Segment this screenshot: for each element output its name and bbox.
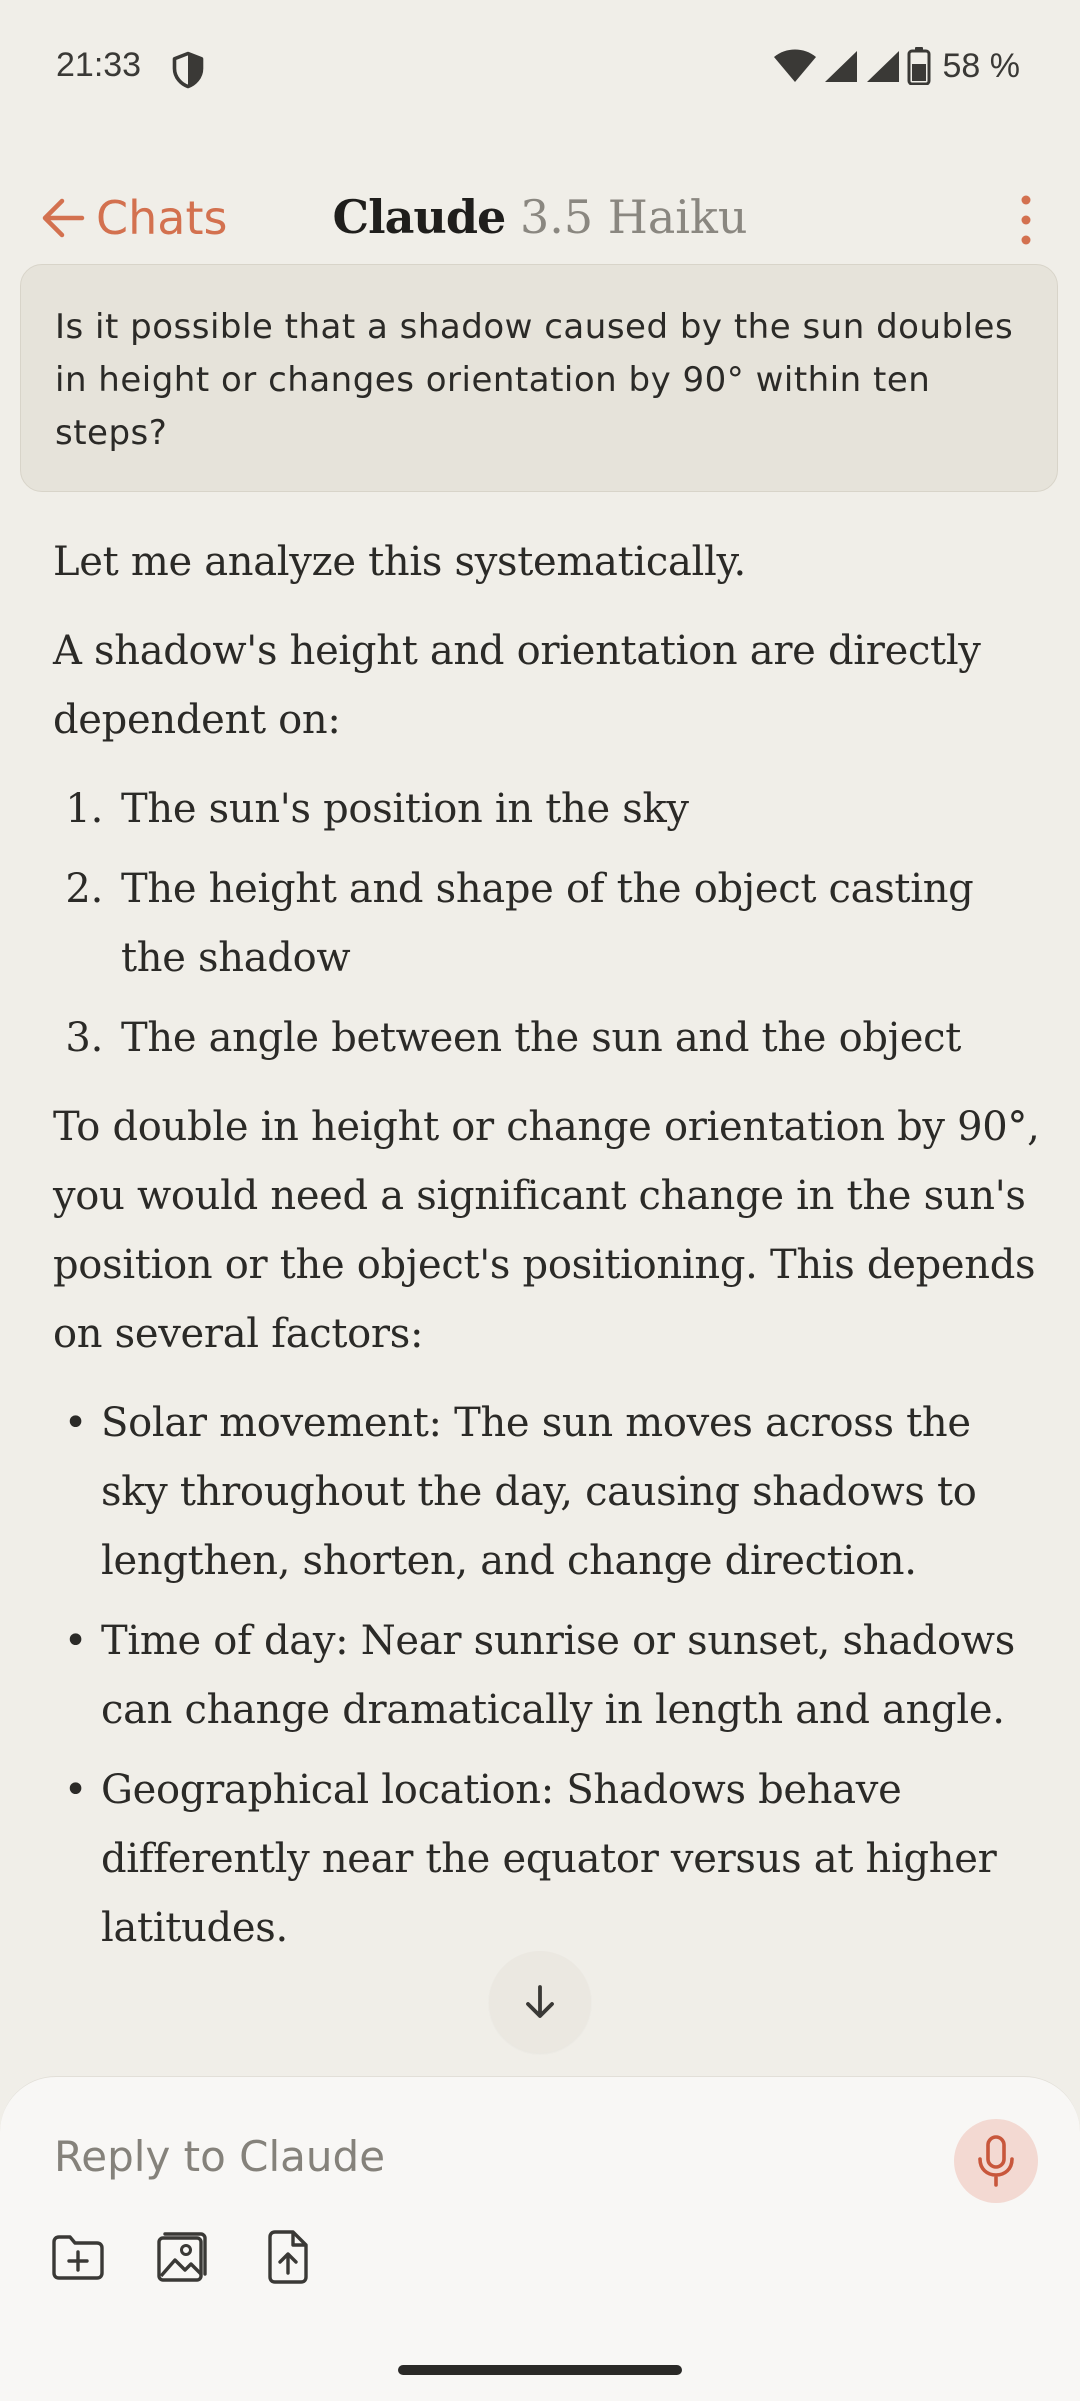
folder-add-icon: [50, 2232, 106, 2282]
bullet-marker: •: [63, 1400, 87, 1446]
assistant-response: [53, 528, 1043, 1983]
response-paragraph: To double in height or change orientation by 90°, you would need a significant change in the sun's position or the object's positioning. This depends on several factors:: [53, 1104, 1040, 1357]
image-icon: [155, 2230, 209, 2284]
response-dependency-intro: A shadow's height and orientation are directly dependent on:: [53, 628, 981, 743]
wifi-icon: [773, 49, 817, 83]
list-item: [53, 1389, 1043, 1596]
upload-file-button[interactable]: [258, 2227, 318, 2287]
model-brand: Claude: [332, 190, 506, 244]
bullet-marker: •: [63, 1767, 87, 1813]
user-message-text: Is it possible that a shadow caused by the sun doubles in height or changes orientation by 90° within ten steps?: [55, 307, 1014, 453]
file-upload-icon: [264, 2229, 312, 2285]
list-item: [53, 1607, 1043, 1745]
list-item-text: The sun's position in the sky: [121, 786, 689, 832]
list-item: [53, 1756, 1043, 1963]
bullet-list: [53, 1389, 1043, 1963]
model-name: 3.5 Haiku: [519, 190, 748, 244]
response-intro: Let me analyze this systematically.: [53, 539, 746, 585]
status-icons: [773, 44, 1021, 88]
signal-icon: [865, 49, 901, 83]
battery-percent: 58 %: [942, 46, 1020, 85]
list-number: 1.: [65, 786, 103, 832]
user-message-bubble[interactable]: [20, 264, 1058, 492]
composer: [0, 2076, 1080, 2401]
factor-list: [53, 775, 1043, 1073]
reply-input[interactable]: [54, 2121, 914, 2191]
status-bar: [0, 0, 1080, 130]
list-item-text: Geographical location: Shadows behave differently near the equator versus at higher latitudes.: [101, 1767, 997, 1951]
microphone-icon: [974, 2133, 1018, 2189]
chat-header: [0, 180, 1080, 260]
list-item: [53, 855, 1043, 993]
battery-icon: [907, 47, 931, 85]
list-item-text: Time of day: Near sunrise or sunset, shadows can change dramatically in length and angle.: [101, 1618, 1015, 1733]
model-title[interactable]: [0, 190, 1080, 244]
list-item: [53, 1004, 1043, 1073]
status-time: 21:33: [56, 46, 142, 84]
bullet-marker: •: [63, 1618, 87, 1664]
list-item-text: The height and shape of the object casting the shadow: [121, 866, 974, 981]
more-vertical-icon[interactable]: [1006, 192, 1046, 248]
list-item-text: The angle between the sun and the object: [121, 1015, 962, 1061]
back-label: Chats: [96, 191, 228, 245]
arrow-down-icon: [520, 1982, 560, 2022]
microphone-button[interactable]: [954, 2119, 1038, 2203]
list-item: [53, 775, 1043, 844]
list-number: 3.: [65, 1015, 103, 1061]
list-item-text: Solar movement: The sun moves across the sky throughout the day, causing shadows to lengthen, shorten, and change direction.: [101, 1400, 977, 1584]
add-folder-button[interactable]: [48, 2227, 108, 2287]
home-indicator[interactable]: [398, 2365, 682, 2375]
list-number: 2.: [65, 866, 103, 912]
shield-icon: [170, 50, 206, 90]
add-image-button[interactable]: [152, 2227, 212, 2287]
scroll-to-bottom-button[interactable]: [489, 1951, 591, 2053]
signal-icon: [823, 49, 859, 83]
